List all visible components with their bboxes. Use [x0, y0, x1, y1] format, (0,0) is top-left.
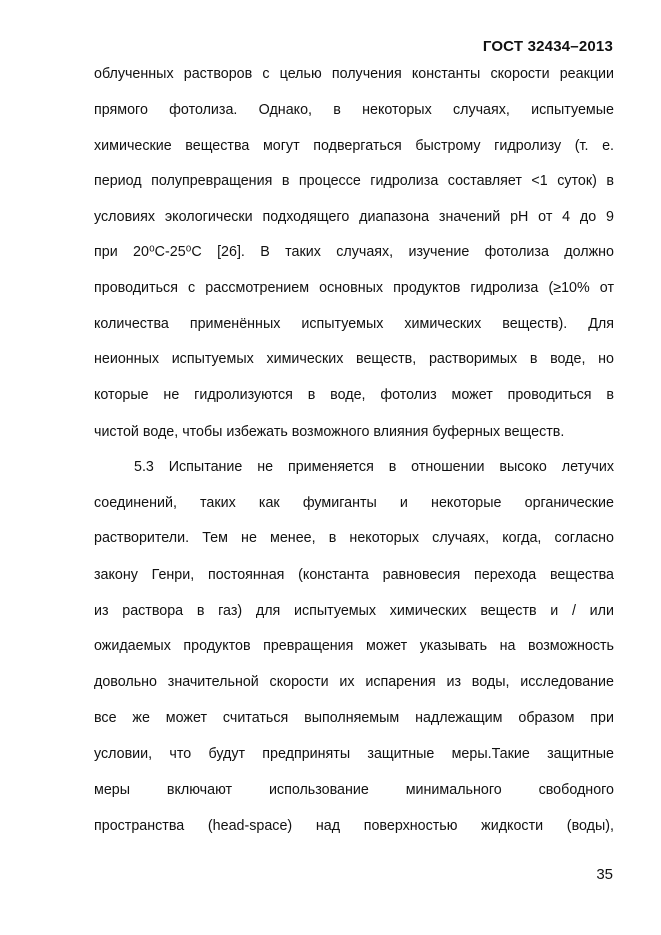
document-header: ГОСТ 32434–2013 — [482, 38, 613, 55]
text-line: растворители. Тем не менее, в некоторых случаях, когда, согласно — [94, 530, 614, 546]
text-line: меры включают использование минимального свободного — [94, 782, 614, 798]
text-line: химические вещества могут подвергаться быстрому гидролизу (т. е. — [94, 138, 614, 154]
text-line: ожидаемых продуктов превращения может указывать на возможность — [94, 638, 614, 654]
text-line: период полупревращения в процессе гидролиза составляет <1 суток) в — [94, 173, 614, 189]
paragraph-start-line: 5.3 Испытание не применяется в отношении высоко летучих — [134, 459, 614, 475]
text-line: количества применённых испытуемых химических веществ). Для — [94, 316, 614, 332]
page-number: 35 — [596, 866, 613, 883]
text-line: чистой воде, чтобы избежать возможного влияния буферных веществ. — [94, 424, 565, 440]
text-line: все же может считаться выполняемым надлежащим образом при — [94, 710, 614, 726]
text-line: соединений, таких как фумиганты и некоторые органические — [94, 495, 614, 511]
text-line: проводиться с рассмотрением основных продуктов гидролиза (≥10% от — [94, 280, 614, 296]
text-line: из раствора в газ) для испытуемых химических веществ и / или — [94, 603, 614, 619]
text-line: которые не гидролизуются в воде, фотолиз может проводиться в — [94, 387, 614, 403]
text-line: при 20⁰С-25⁰С [26]. В таких случаях, изучение фотолиза должно — [94, 244, 614, 260]
text-line: пространства (head-space) над поверхностью жидкости (воды), — [94, 818, 614, 834]
text-line: довольно значительной скорости их испарения из воды, исследование — [94, 674, 614, 690]
text-line: условии, что будут предприняты защитные меры.Такие защитные — [94, 746, 614, 762]
text-line: прямого фотолиза. Однако, в некоторых случаях, испытуемые — [94, 102, 614, 118]
text-line: облученных растворов с целью получения константы скорости реакции — [94, 66, 614, 82]
text-line: закону Генри, постоянная (константа равновесия перехода вещества — [94, 567, 614, 583]
text-line: условиях экологически подходящего диапазона значений pH от 4 до 9 — [94, 209, 614, 225]
text-line: неионных испытуемых химических веществ, растворимых в воде, но — [94, 351, 614, 367]
